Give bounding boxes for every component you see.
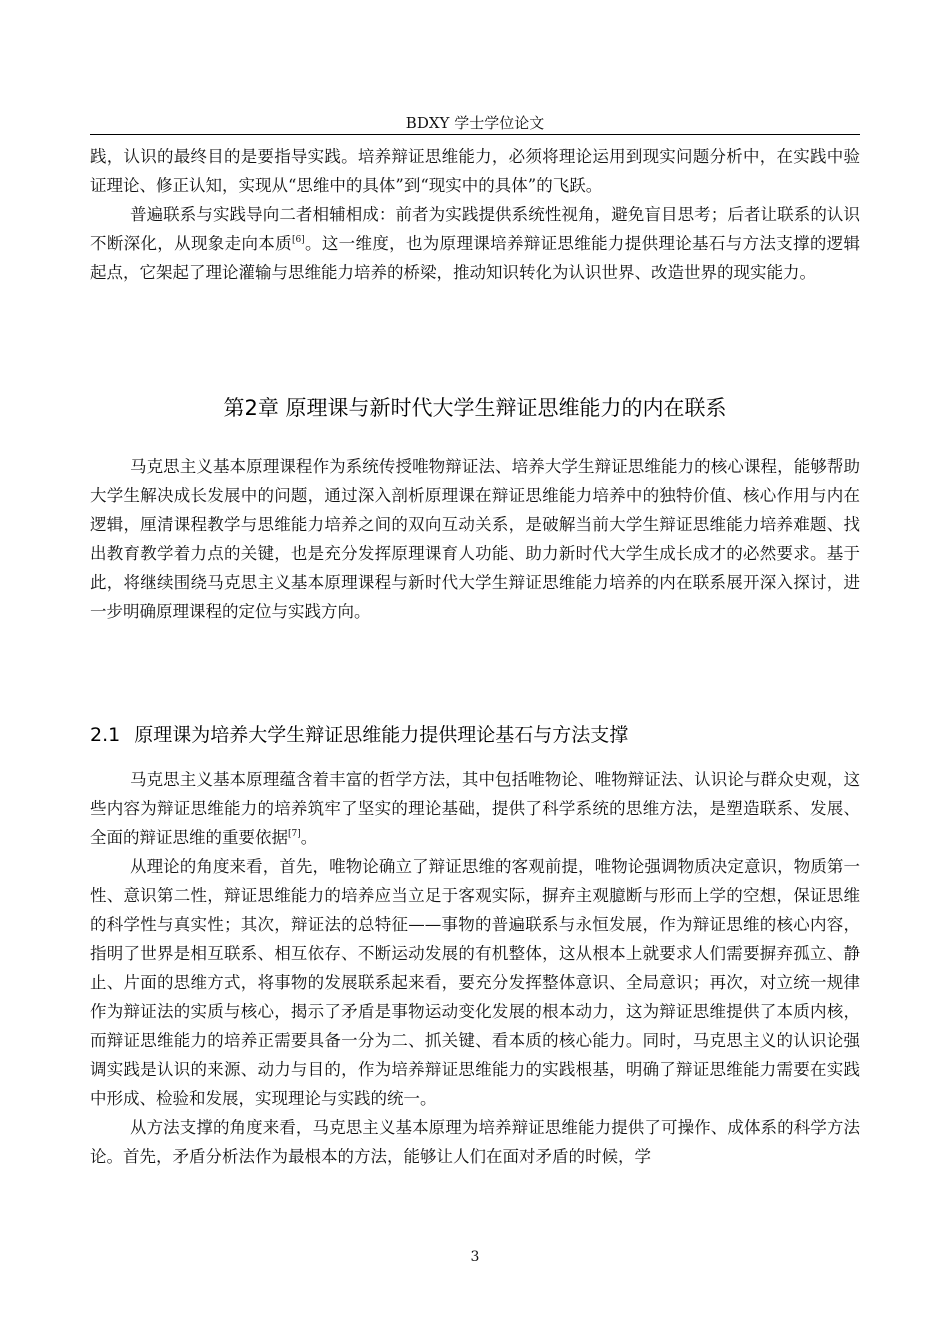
citation-7: [7] [288,829,301,839]
section-title: 原理课为培养大学生辩证思维能力提供理论基石与方法支撑 [134,724,629,746]
paragraph-text: 。 [300,828,318,847]
section-paragraph-2: 从理论的角度来看，首先，唯物论确立了辩证思维的客观前提，唯物论强调物质决定意识，物质第一性、意识第二性，辩证思维能力的培养应当立足于客观实际，摒弃主观臆断与形而上学的空想，保证思维的科学性与真实性；其次，辩证法的总特征——事物的普遍联系与永恒发展，作为辩证思维的核心内容，指明了世界是相互联系、相互依存、不断运动发展的有机整体，这从根本上就要求人们需要摒弃孤立、静止、片面的思维方式，将事物的发展联系起来看，要充分发挥整体意识、全局意识；再次，对立统一规律作为辩证法的实质与核心，揭示了矛盾是事物运动变化发展的根本动力，这为辩证思维提供了本质内核，而辩证思维能力的培养正需要具备一分为二、抓关键、看本质的核心能力。同时，马克思主义的认识论强调实践是认识的来源、动力与目的，作为培养辩证思维能力的实践根基，明确了辩证思维能力需要在实践中形成、检验和发展，实现理论与实践的统一。 [90,857,860,1108]
citation-6: [6] [291,235,305,245]
chapter-intro [90,452,860,626]
paragraph-text: 。这一维度，也为原理课培养辩证思维能力提供理论基石与方法支撑的逻辑起点，它架起了理论灌输与思维能力培养的桥梁，推动知识转化为认识世界、改造世界的现实能力。 [90,234,861,282]
section-heading [90,720,860,750]
chapter-title: 第2章 原理课与新时代大学生辩证思维能力的内在联系 [223,396,727,420]
section-body [90,765,860,1171]
top-paragraphs [90,142,860,287]
chapter-intro-paragraph: 马克思主义基本原理课程作为系统传授唯物辩证法、培养大学生辩证思维能力的核心课程，能够帮助大学生解决成长发展中的问题，通过深入剖析原理课在辩证思维能力培养中的独特价值、核心作用与内在逻辑，厘清课程教学与思维能力培养之间的双向互动关系，是破解当前大学生辩证思维能力培养难题、找出教育教学着力点的关键，也是充分发挥原理课育人功能、助力新时代大学生成长成才的必然要求。基于此，将继续围绕马克思主义基本原理课程与新时代大学生辩证思维能力培养的内在联系展开深入探讨，进一步明确原理课程的定位与实践方向。 [90,457,860,621]
section-paragraph-1 [90,765,860,852]
paragraph-continuation: 践，认识的最终目的是要指导实践。培养辩证思维能力，必须将理论运用到现实问题分析中，在实践中验证理论、修正认知，实现从“思维中的具体”到“现实中的具体”的飞跃。 [90,147,860,195]
section-number: 2.1 [90,724,121,746]
section-paragraph-3: 从方法支撑的角度来看，马克思主义基本原理为培养辩证思维能力提供了可操作、成体系的科学方法论。首先，矛盾分析法作为最根本的方法，能够让人们在面对矛盾的时候，学 [90,1118,860,1166]
header-rule [90,134,860,135]
page-header: BDXY 学士学位论文 [405,114,545,132]
paragraph-text: 马克思主义基本原理蕴含着丰富的哲学方法，其中包括唯物论、唯物辩证法、认识论与群众史观，这些内容为辩证思维能力的培养筑牢了坚实的理论基础，提供了科学系统的思维方法，是塑造联系、发展、全面的辩证思维的重要依据 [90,770,860,847]
paragraph-linkage [90,200,860,287]
page-number: 3 [470,1249,480,1265]
paragraph-text: 普遍联系与实践导向二者相辅相成：前者为实践提供系统性视角，避免盲目思考；后者让联系的认识不断深化，从现象走向本质 [90,205,860,253]
